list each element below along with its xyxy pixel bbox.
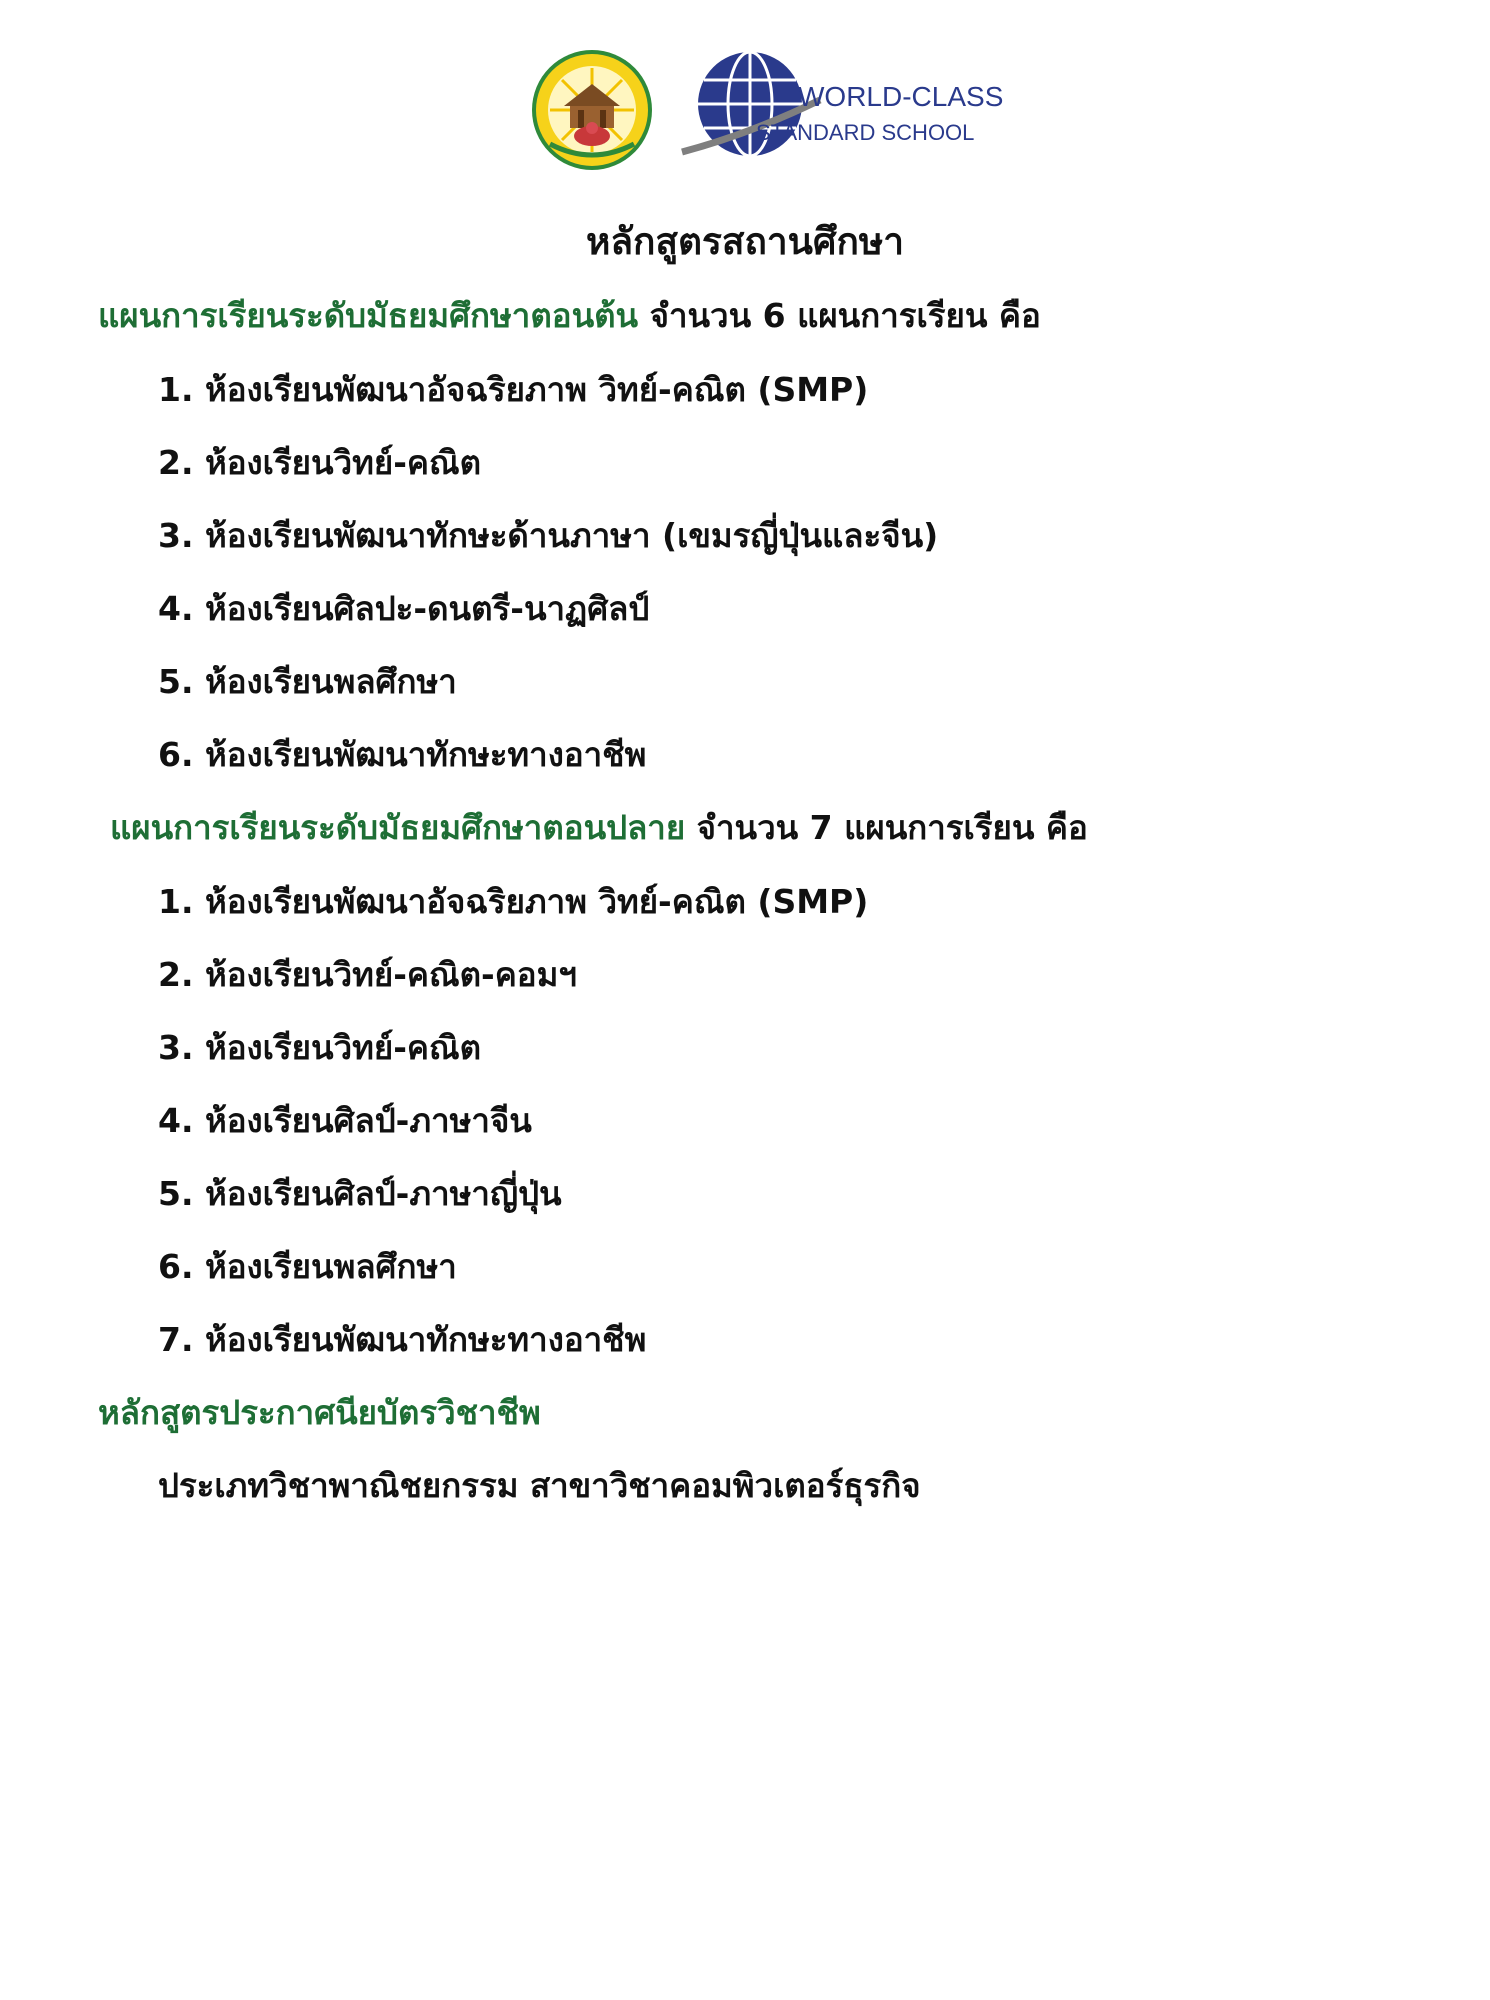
- upper-secondary-suffix: จำนวน 7 แผนการเรียน คือ: [696, 808, 1088, 847]
- list-item: 5. ห้องเรียนศิลป์-ภาษาญี่ปุ่น: [158, 1174, 562, 1213]
- list-item: 3. ห้องเรียนวิทย์-คณิต: [158, 1028, 482, 1067]
- logo-area: [530, 46, 1004, 176]
- list-item: 7. ห้องเรียนพัฒนาทักษะทางอาชีพ: [158, 1320, 647, 1359]
- list-item: 6. ห้องเรียนพลศึกษา: [158, 1247, 457, 1286]
- list-item: 4. ห้องเรียนศิลปะ-ดนตรี-นาฏศิลป์: [158, 589, 650, 628]
- wcss-line1: WORLD-CLASS: [798, 81, 1004, 112]
- list-item: ประเภทวิชาพาณิชยกรรม สาขาวิชาคอมพิวเตอร์ธุรกิจ: [158, 1466, 921, 1505]
- lower-secondary-suffix: จำนวน 6 แผนการเรียน คือ: [649, 296, 1041, 335]
- page-title: หลักสูตรสถานศึกษา: [585, 220, 905, 263]
- list-item: 1. ห้องเรียนพัฒนาอัจฉริยภาพ วิทย์-คณิต (SMP): [158, 370, 869, 409]
- wcss-line2: STANDARD SCHOOL: [756, 120, 975, 145]
- school-seal-logo: [530, 48, 654, 172]
- world-class-standard-school-logo: [680, 48, 1004, 166]
- upper-secondary-title: แผนการเรียนระดับมัธยมศึกษาตอนปลาย: [110, 808, 686, 847]
- list-item: 3. ห้องเรียนพัฒนาทักษะด้านภาษา (เขมรญี่ปุ่นและจีน): [158, 516, 939, 555]
- vocational-heading: หลักสูตรประกาศนียบัตรวิชาชีพ: [98, 1393, 541, 1432]
- list-item: 2. ห้องเรียนวิทย์-คณิต: [158, 443, 482, 482]
- lower-secondary-heading: [98, 286, 1041, 346]
- list-item: 1. ห้องเรียนพัฒนาอัจฉริยภาพ วิทย์-คณิต (SMP): [158, 882, 869, 921]
- upper-secondary-heading: [110, 798, 1088, 858]
- list-item: 6. ห้องเรียนพัฒนาทักษะทางอาชีพ: [158, 735, 647, 774]
- list-item: 5. ห้องเรียนพลศึกษา: [158, 662, 457, 701]
- lower-secondary-title: แผนการเรียนระดับมัธยมศึกษาตอนต้น: [98, 296, 639, 335]
- list-item: 4. ห้องเรียนศิลป์-ภาษาจีน: [158, 1101, 532, 1140]
- list-item: 2. ห้องเรียนวิทย์-คณิต-คอมฯ: [158, 955, 577, 994]
